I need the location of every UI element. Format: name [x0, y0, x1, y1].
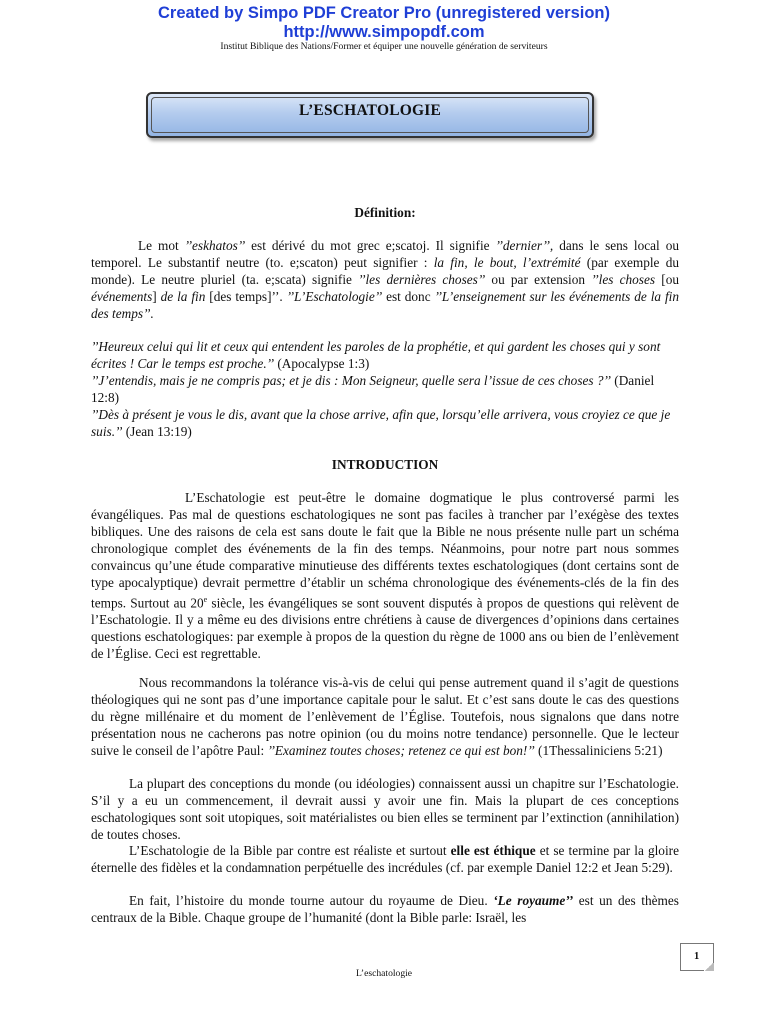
title-box	[146, 92, 594, 138]
introduction-paragraph-4: L’Eschatologie de la Bible par contre est réaliste et surtout elle est éthique et se termine par la gloire éternelle des fidèles et la condamnation perpétuelle des incrédules (cf. par exemple Daniel 12:2 et Jean 5:29).	[91, 843, 679, 875]
watermark-line1: Created by Simpo PDF Creator Pro (unregistered version)	[157, 4, 611, 22]
introduction-paragraph-1: L’Eschatologie est peut-être le domaine dogmatique le plus controversé parmi les évangéliques. Pas mal de questions eschatologiques ne sont pas faciles à trancher par l’exégèse des textes bibliques. Une des raisons de cela est sans doute le fait que la Bible ne nous présente nulle part un schéma chronologique complet des événements de la fin des temps. Néanmoins, pour notre part nous sommes convaincus qu’une étude comparative minutieuse des différents textes eschatologiques (dont certains sont de type apocalyptique) devrait permettre d’établir un schéma chronologique des événements-clés de la fin des temps. Surtout au 20e siècle, les évangéliques se sont souvent disputés à propos de questions qui relèvent de l’Eschatologie. Il y a même eu des divisions entre chrétiens à cause de divergences d’opinions dans certaines questions eschatologiques: par exemple à propos de la question du règne de 1000 ans ou bien de l’enlèvement de l’Église. Ceci est regrettable.	[91, 490, 679, 662]
quote-daniel: ’’J’entendis, mais je ne compris pas; et je dis : Mon Seigneur, quelle sera l’issue de ces choses ?’’ (Daniel 12:8)	[91, 373, 655, 405]
introduction-paragraph-2: Nous recommandons la tolérance vis-à-vis de celui qui pense autrement quand il s’agit de questions théologiques qui ne sont pas d’une importance capitale pour le salut. Et c’est sans doute le cas des questions du règne millénaire et du moment de l’enlèvement de l’Église. Toutefois, nous signalons que dans notre présentation nous ne cacherons pas notre opinion (ou du moins notre tendance) personnelle. Que le lecteur suive le conseil de l’apôtre Paul: ’’Examinez toutes choses; retenez ce qui est bon!’’ (1Thessaliniciens 5:21)	[91, 675, 679, 758]
introduction-paragraph-3: La plupart des conceptions du monde (ou idéologies) connaissent aussi un chapitre sur l’Eschatologie. S’il y a eu un commencement, il devrait aussi y avoir une fin. Mais la plupart de ces conceptions eschatologiques sont soit utopiques, soit matérialistes ou bien elles se terminent par l’extinction (annihilation) de toutes choses.	[91, 776, 679, 842]
quote-apocalypse: ’’Heureux celui qui lit et ceux qui entendent les paroles de la prophétie, et qui gardent les choses qui y sont écrites ! Car le temps est proche.’’ (Apocalypse 1:3)	[91, 339, 661, 371]
page-number: 1	[694, 951, 700, 962]
institut-header: Institut Biblique des Nations/Former et équiper une nouvelle génération de serviteurs	[220, 41, 548, 52]
footer: L’eschatologie	[355, 968, 413, 979]
page-title: L’ESCHATOLOGIE	[298, 102, 442, 119]
definition-heading: Définition:	[354, 205, 416, 220]
introduction-paragraph-5: En fait, l’histoire du monde tourne autour du royaume de Dieu. ‘Le royaume’’ est un des thèmes centraux de la Bible. Chaque groupe de l’humanité (dont la Bible parle: Israël, les	[91, 893, 679, 925]
definition-paragraph: Le mot ’’eskhatos’’ est dérivé du mot grec e;scatoj. Il signifie ’’dernier’’, dans le sens local ou temporel. Le substantif neutre (to. e;scaton) peut signifier : la fin, le bout, l’extrémité (par exemple du monde). Le neutre pluriel (ta. e;scata) signifie ’’les dernières choses’’ ou par extension ’’les choses [ou événements] de la fin [des temps]’’. ’’L’Eschatologie’’ est donc ’’L’enseignement sur les événements de la fin des temps’’.	[91, 238, 680, 321]
quote-jean: ’’Dès à présent je vous le dis, avant que la chose arrive, afin que, lorsqu’elle arrivera, vous croyiez ce que je suis.’’ (Jean 13:19)	[91, 407, 671, 439]
watermark-line2: http://www.simpopdf.com	[283, 23, 485, 41]
introduction-heading: INTRODUCTION	[331, 457, 439, 472]
page-number-box	[680, 943, 714, 971]
